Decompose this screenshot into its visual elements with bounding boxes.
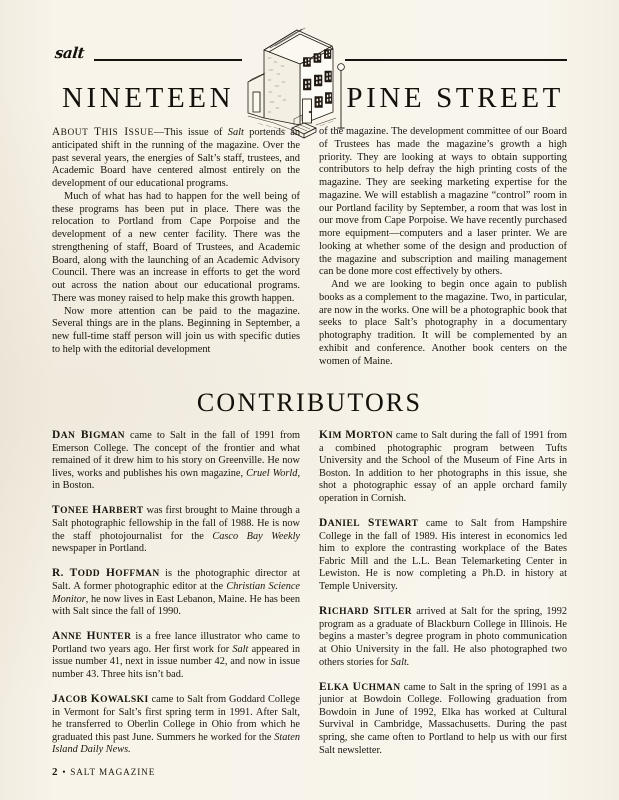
contributor-entry: DANIEL STEWART came to Salt from Hampshire College in the fall of 1989. His interest in economics led him to explore the contrasting workplace of the Bates Fabric Mill and the L.L. Bean Telemarketing Center in Lewiston. He is now completing a Ph.D. in history at Temple University.	[319, 517, 567, 593]
contributor-name: RICHARD SITLER	[319, 605, 413, 618]
masthead-rule-left	[94, 59, 242, 61]
masthead-title-left: NINETEEN	[62, 82, 235, 114]
masthead	[0, 0, 619, 120]
contributor-entry: TONEE HARBERT was first brought to Maine through a Salt photographic fellowship in the fall of 1988. He is now the staff photojournalist for the Casco Bay Weekly newspaper in Portland.	[52, 504, 300, 555]
contributor-entry: R. TODD HOFFMAN is the photographic director at Salt. A former photographic editor at the Christian Science Monitor, he now lives in East Lebanon, Maine. He has been with Salt since the fall of 1990.	[52, 567, 300, 618]
intro-paragraph: Now more attention can be paid to the magazine. Several things are in the plans. Beginning in September, a new full-time staff person will join us with specific duties to help with the editorial development	[52, 305, 300, 355]
contributor-entry: ELKA UCHMAN came to Salt in the spring of 1991 as a junior at Bowdoin College. Following graduation from Bowdoin in June of 1992, Elka has worked at Cultural Survival in Cambridge, Massachusetts. During the past spring, she came often to Portland to help us with our first Salt newsletter.	[319, 680, 567, 756]
contributor-entry: ANNE HUNTER is a free lance illustrator who came to Portland two years ago. Her first work for Salt appeared in issue number 41, next in issue number 42, and now in issue number 43. Three hits isn’t bad.	[52, 630, 301, 680]
contributor-name: JACOB KOWALSKI	[52, 693, 149, 706]
intro-column-left	[52, 126, 300, 368]
contributor-entry: KIM MORTON came to Salt during the fall of 1991 from a combined photographic program between Tufts University and the School of the Museum of Fine Arts in Boston. In addition to her photographs in this issue, she shot a photographic essay of an apple orchard family operation in Cornish.	[319, 429, 567, 504]
intro-paragraph: Much of what has had to happen for the well being of these programs has been put in place. There was the relocation to Portland from Cape Porpoise and the development of a new center facility. There was the strengthening of staff, Board of Trustees, and Academic Board, along with the launching of an Academic Advisory Council. There was an increase in efforts to get the word out across the nation about our educational programs. There was money raised to help make this growth happen.	[52, 190, 300, 304]
contributor-entry: DAN BIGMAN came to Salt in the fall of 1991 from Emerson College. The concept of the frontier and what remained of it drew him to his story on Greenville. He now lives, works and publishes his own magazine, Cruel World, in Boston.	[52, 429, 301, 492]
contributors-section	[52, 429, 568, 769]
intro-column-right	[319, 126, 567, 368]
contributors-column-right	[319, 429, 567, 769]
contributor-name: ELKA UCHMAN	[319, 680, 401, 693]
contributor-entry: RICHARD SITLER arrived at Salt for the spring, 1992 program as a graduate of Blackburn College in Illinois. He begins a master’s degree program in photo communication at Ohio University in the fall. He also photographed two others stories for Salt.	[319, 605, 567, 668]
about-this-issue-section	[52, 126, 568, 368]
intro-paragraph: ABOUT THIS ISSUE—This issue of Salt portends an anticipated shift in the running of the magazine. Over the past several years, the energies of Salt’s staff, trustees, and Academic Board have centered almost entirely on the development of our educational programs.	[52, 126, 301, 189]
publication-name: SALT MAGAZINE	[70, 767, 156, 777]
page-footer	[52, 766, 155, 778]
page-number: 2	[52, 766, 59, 778]
contributor-name: ANNE HUNTER	[52, 630, 132, 643]
intro-paragraph: And we are looking to begin once again to publish books as a complement to the magazine. Two, in particular, are now in the works. One will be a photographic book that seeks to place Salt’s photography in a documentary photography tradition. It will be complemented by an exhibit and conference. Another book centers on the women of Maine.	[319, 279, 567, 367]
intro-paragraph: of the magazine. The development committee of our Board of Trustees has made the magazine’s growth a high priority. They are looking at ways to obtain supporting contributors to help defray the high printing costs of the magazine. They are seeking marketing expertise for the magazine. We will establish a magazine “control” room in our Portland facility by September, a room that was lost in our move from Cape Porpoise. We have recently purchased more equipment—computers and a laser printer. We are looking at whether some of the design and production of the magazine and subscription and mailing management can be done more cost effectively by others.	[319, 126, 567, 278]
masthead-title-right: PINE STREET	[346, 82, 564, 114]
salt-script-logo: salt	[54, 44, 86, 62]
masthead-rule-right	[345, 59, 567, 61]
about-this-issue-label: ABOUT THIS ISSUE	[52, 126, 154, 138]
three-story-brick-house-illustration	[234, 24, 350, 140]
contributor-name: DANIEL STEWART	[319, 517, 419, 530]
contributors-heading: CONTRIBUTORS	[196, 388, 423, 417]
contributor-name: KIM MORTON	[319, 429, 394, 441]
contributor-name: DAN BIGMAN	[52, 429, 125, 441]
footer-separator: •	[62, 767, 67, 778]
contributor-name: TONEE HARBERT	[52, 504, 144, 517]
contributor-name: R. TODD HOFFMAN	[52, 567, 160, 580]
contributor-entry: JACOB KOWALSKI came to Salt from Goddard College in Vermont for Salt’s first spring term in 1991. After Salt, he transferred to Oberlin College in Ohio from which he graduated this past June. Summers he worked for the Staten Island Daily News.	[52, 693, 300, 756]
contributors-column-left	[52, 429, 300, 769]
